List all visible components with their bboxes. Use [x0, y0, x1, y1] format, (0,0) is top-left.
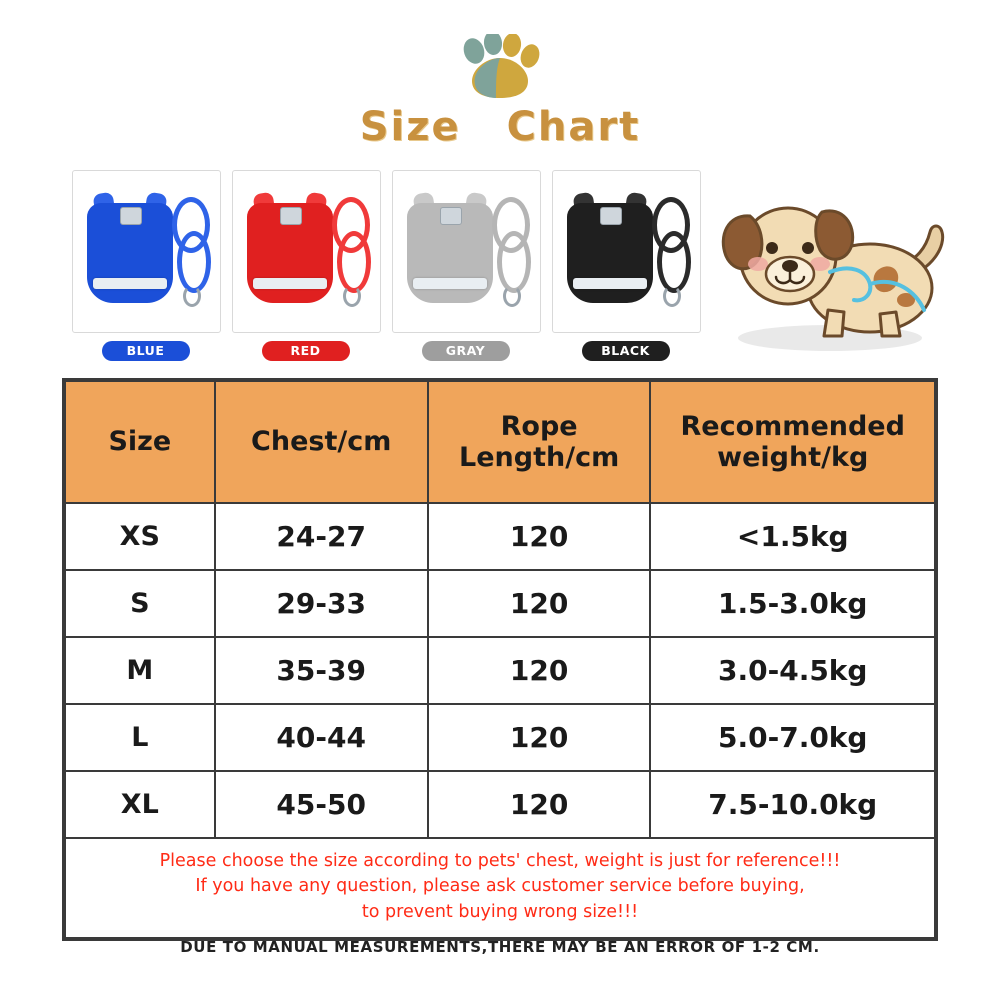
- cartoon-dog-illustration: [710, 160, 970, 360]
- size-chart-table: [64, 380, 936, 839]
- harness-illustration: [407, 193, 493, 305]
- buckle-icon: [600, 207, 622, 225]
- measurement-disclaimer: DUE TO MANUAL MEASUREMENTS,THERE MAY BE AN ERROR OF 1-2 CM.: [180, 938, 820, 956]
- table-row: [65, 771, 935, 838]
- harness-product-image-black: [552, 170, 701, 333]
- column-header-weight-line2: weight/kg: [717, 442, 869, 473]
- swatch-black[interactable]: [552, 170, 699, 361]
- leash-illustration: [648, 191, 690, 309]
- cell-chest: 45-50: [215, 771, 428, 838]
- cell-weight: <1.5kg: [650, 503, 935, 570]
- swatch-red[interactable]: [232, 170, 379, 361]
- cell-size: L: [65, 704, 215, 771]
- cell-rope-length: 120: [428, 637, 651, 704]
- cell-chest: 40-44: [215, 704, 428, 771]
- harness-illustration: [87, 193, 173, 305]
- cell-rope-length: 120: [428, 570, 651, 637]
- harness-product-image-red: [232, 170, 381, 333]
- color-swatch-row: [72, 170, 699, 361]
- swatch-label-blue: BLUE: [102, 341, 190, 361]
- note-line-1: Please choose the size according to pets' chest, weight is just for reference!!!: [159, 851, 841, 871]
- harness-illustration: [567, 193, 653, 305]
- cell-size: M: [65, 637, 215, 704]
- column-header-weight-line1: Recommended: [680, 410, 905, 442]
- buckle-icon: [440, 207, 462, 225]
- leash-illustration: [488, 191, 530, 309]
- swatch-gray[interactable]: [392, 170, 539, 361]
- table-head: [65, 381, 935, 503]
- table-row: [65, 570, 935, 637]
- table-header-row: [65, 381, 935, 503]
- cell-weight: 5.0-7.0kg: [650, 704, 935, 771]
- cell-chest: 35-39: [215, 637, 428, 704]
- paw-print-icon-container: [0, 34, 1000, 100]
- cell-weight: 7.5-10.0kg: [650, 771, 935, 838]
- leash-illustration: [328, 191, 370, 309]
- table-row: [65, 704, 935, 771]
- cell-chest: 29-33: [215, 570, 428, 637]
- table-body: [65, 503, 935, 838]
- page-title-word-1: Size: [359, 104, 461, 150]
- harness-product-image-blue: [72, 170, 221, 333]
- paw-print-icon: [452, 34, 548, 100]
- buckle-icon: [120, 207, 142, 225]
- column-header-weight: [650, 381, 935, 503]
- cell-size: XL: [65, 771, 215, 838]
- warning-notes: [64, 839, 936, 939]
- cell-size: S: [65, 570, 215, 637]
- page-title: [0, 104, 1000, 150]
- cell-chest: 24-27: [215, 503, 428, 570]
- harness-product-image-gray: [392, 170, 541, 333]
- column-header-rope-line1: Rope: [500, 410, 578, 442]
- table-row: [65, 637, 935, 704]
- column-header-rope-length: [428, 381, 651, 503]
- swatch-blue[interactable]: [72, 170, 219, 361]
- swatch-label-red: RED: [262, 341, 350, 361]
- buckle-icon: [280, 207, 302, 225]
- note-line-3: to prevent buying wrong size!!!: [361, 901, 639, 922]
- column-header-chest: Chest/cm: [215, 381, 428, 503]
- column-header-size: Size: [65, 381, 215, 503]
- cell-rope-length: 120: [428, 503, 651, 570]
- note-line-2: If you have any question, please ask customer service before buying,: [195, 876, 805, 897]
- cell-weight: 3.0-4.5kg: [650, 637, 935, 704]
- column-header-rope-line2: Length/cm: [459, 442, 620, 473]
- page-title-word-2: Chart: [506, 104, 641, 150]
- cell-rope-length: 120: [428, 704, 651, 771]
- leash-illustration: [168, 191, 210, 309]
- cell-size: XS: [65, 503, 215, 570]
- cell-rope-length: 120: [428, 771, 651, 838]
- swatch-label-gray: GRAY: [422, 341, 510, 361]
- cell-weight: 1.5-3.0kg: [650, 570, 935, 637]
- table-row: [65, 503, 935, 570]
- swatch-label-black: BLACK: [582, 341, 670, 361]
- size-chart-table-container: [62, 378, 938, 941]
- harness-illustration: [247, 193, 333, 305]
